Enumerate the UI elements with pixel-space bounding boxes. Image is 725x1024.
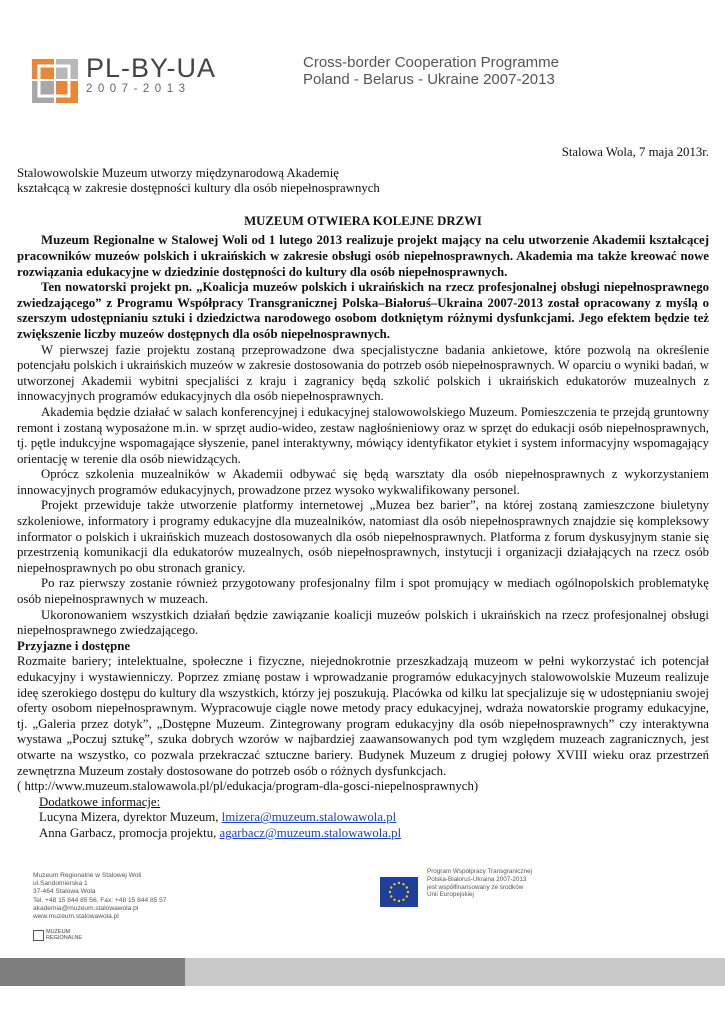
contact-info [39,795,709,842]
address-line: ul.Sandomierska 1 [33,880,88,888]
footer-bar-light [185,958,725,986]
eu-flag-icon [380,877,418,907]
logo-text [86,54,216,95]
section-subheading: Przyjazne i dostępne [17,638,131,653]
paragraph: Projekt przewiduje także utworzenie platformy internetowej „Muzea bez barier”, na której zostaną zamieszczone biuletyny szkoleniowe, informatory i programy edukacyjne dla muzealników, natomiast dla osób niepełnosprawnych znajdzie się kompleksowy informator o polskich i ukraińskich muzeach dostosowanych dla osób niepełnosprawnych. Platforma z forum dyskusyjnym stanie się przestrzenią komunikacji dla edukatorów muzealnych, osób niepełnosprawnych, instytucji i organizacji działających na rzecz osób niepełnosprawnych po obu stronach granicy. [17,498,709,575]
paragraph: Oprócz szkolenia muzealników w Akademii odbywać się będą warsztaty dla osób niepełnosprawnych z wykorzystaniem innowacyjnych programów edukacyjnych, prowadzone przez wysoko wykwalifikowany personel. [17,467,709,497]
address-line: Tel. +48 15 844 85 56, Fax: +48 15 844 85 57 [33,896,167,904]
contact-name: Lucyna Mizera, dyrektor Muzeum, [39,810,222,825]
intro [17,166,709,197]
address-line: 37-464 Stalowa Wola [33,888,96,896]
document-body [17,140,709,842]
footer-address [33,872,166,921]
programme-note-line: Unii Europejskiej [427,891,474,899]
page-header [0,0,725,115]
paragraph: Akademia będzie działać w salach konferencyjnej i edukacyjnej stalowowolskiego Muzeum. Pomieszczenia te przejdą gruntowny remont i zostaną wyposażone m.in. w sprzęt audio-wideo, zestaw nagłośnieniowy oraz w sprzęt do edukacji osób niepełnosprawnych, tj. pętle indukcyjne wspomagające słyszenie, panel interaktywny, mówiący identyfikator etykiet i system informacyjny wspomagający orientację w terenie dla osób niewidzących. [17,404,709,466]
muzeum-logo-line-1: MUZEUM [46,929,71,935]
page-title: MUZEUM OTWIERA KOLEJNE DRZWI [244,213,482,228]
email-link[interactable]: lmizera@muzeum.stalowawola.pl [221,810,397,825]
section-paragraph: Rozmaite bariery; intelektualne, społeczne i fizyczne, niejednokrotnie przeszkadzają muzeom w pełni wykorzystać ich potencjał edukacyjny i wystawienniczy. Poprzez zmianę postaw i wprowadzanie programów edukacyjnych stalowowolskie Muzeum realizuje ideę szerokiego dostępu do kultury dla wszystkich, którzy jej poszukują. Placówka od kilku lat specjalizuje się w udostępnianiu swojej oferty osobom niepełnosprawnym. Wypracowuje ciągle nowe metody pracy edukacyjnej, wdraża nowatorskie programy edukacyjne, tj. „Galeria przez dotyk”, „Dostępne Muzeum. Zintegrowany program edukacyjny dla osób niepełnosprawnych” czy interaktywna wystawa „Poczuj sztukę”, szuka dobrych wzorów w najbardziej zaawansowanych pod tym względem muzeach zagranicznych, jest otwarte na wszystko, co pozwala przekraczać sztuczne bariery. Budynek Muzeum z drugiej połowy XVIII wieku oraz przestrzeń zewnętrzna Muzeum zostały dostosowane do potrzeb osób o różnych dysfunkcjach. [17,654,709,778]
muzeum-logo-line-2: REGIONALNE [46,935,83,941]
pl-by-ua-logo-icon [32,57,80,105]
museum-icon [33,930,44,941]
paragraph: Ten nowatorski projekt pn. „Koalicja muzeów polskich i ukraińskich na rzecz profesjonalnej obsługi niepełnosprawnego zwiedzającego” z Programu Współpracy Transgranicznej Polska–Białoruś–Ukraina 2007-2013 został opracowany z myślą o szerszym udostępnianiu sztuki i dziedzictwa narodowego osobom dotkniętym różnymi dysfunkcjami. Jego efektem będzie też zwiększenie liczby muzeów dostępnych dla osób niepełnosprawnych. [17,280,709,341]
programme-line-1: Cross-border Cooperation Programme [303,54,559,71]
logo-title: PL-BY-UA [86,53,217,83]
document-date: Stalowa Wola, 7 maja 2013r. [561,145,709,159]
paragraph: W pierwszej fazie projektu zostaną przeprowadzone dwa specjalistyczne badania ankietowe, które pozwolą na określenie potencjału polskich i ukraińskich muzeów w zakresie dostosowania do potrzeb osób niepełnosprawnych. W oparciu o wyniki badań, w utworzonej Akademii wybitni specjaliści z kraju i zagranicy będą szkolić polskich i ukraińskich edukatorów muzealnych z innowacyjnych programów edukacyjnych dla osób niepełnosprawnych. [17,342,709,404]
contact-heading: Dodatkowe informacje: [39,794,161,809]
contact-line [39,810,709,826]
contact-line [39,826,709,842]
programme-note-line: Polska-Białoruś-Ukraina 2007-2013 [427,875,527,883]
intro-line-2: kształcącą w zakresie dostępności kultury dla osób niepełnosprawnych [17,181,380,196]
programme-note-line: Program Współpracy Transgranicznej [427,868,532,875]
source-url[interactable]: ( http://www.muzeum.stalowawola.pl/pl/edukacja/program-dla-gosci-niepelnosprawnych) [17,779,479,794]
muzeum-logo [33,929,82,941]
address-line: www.muzeum.stalowawola.pl [33,913,119,921]
address-line: akademia@muzeum.stalowawola.pl [33,904,139,912]
logo-years: 2007-2013 [86,83,191,95]
footer-programme [427,868,532,899]
page-footer [0,860,725,1024]
programme-note-line: jest współfinansowany ze środków [427,883,524,891]
programme-title [303,54,559,88]
email-link[interactable]: agarbacz@muzeum.stalowawola.pl [219,825,402,840]
paragraph: Ukoronowaniem wszystkich działań będzie zawiązanie koalicji muzeów polskich i ukraińskich na rzecz profesjonalnej obsługi niepełnosprawnego zwiedzającego. [17,607,709,638]
contact-name: Anna Garbacz, promocja projektu, [39,825,220,840]
footer-bar-dark [0,958,185,986]
programme-line-2: Poland - Belarus - Ukraine 2007-2013 [303,71,555,88]
intro-line-1: Stalowowolskie Muzeum utworzy międzynarodową Akademię [17,165,339,180]
paragraph: Po raz pierwszy zostanie również przygotowany profesjonalny film i spot promujący w mediach ogólnopolskich problematykę osób niepełnosprawnych w muzeach. [17,576,709,607]
address-line: Muzeum Regionalne w Stalowej Woli [33,872,142,879]
paragraph: Muzeum Regionalne w Stalowej Woli od 1 lutego 2013 realizuje projekt mający na celu utworzenie Akademii kształcącej pracowników muzeów polskich i ukraińskich w zakresie obsługi osób niepełnosprawnych. Akademia ma także kreować nowe rozwiązania edukacyjne w dziedzinie dostępności do kultury dla osób niepełnosprawnych. [17,233,709,279]
